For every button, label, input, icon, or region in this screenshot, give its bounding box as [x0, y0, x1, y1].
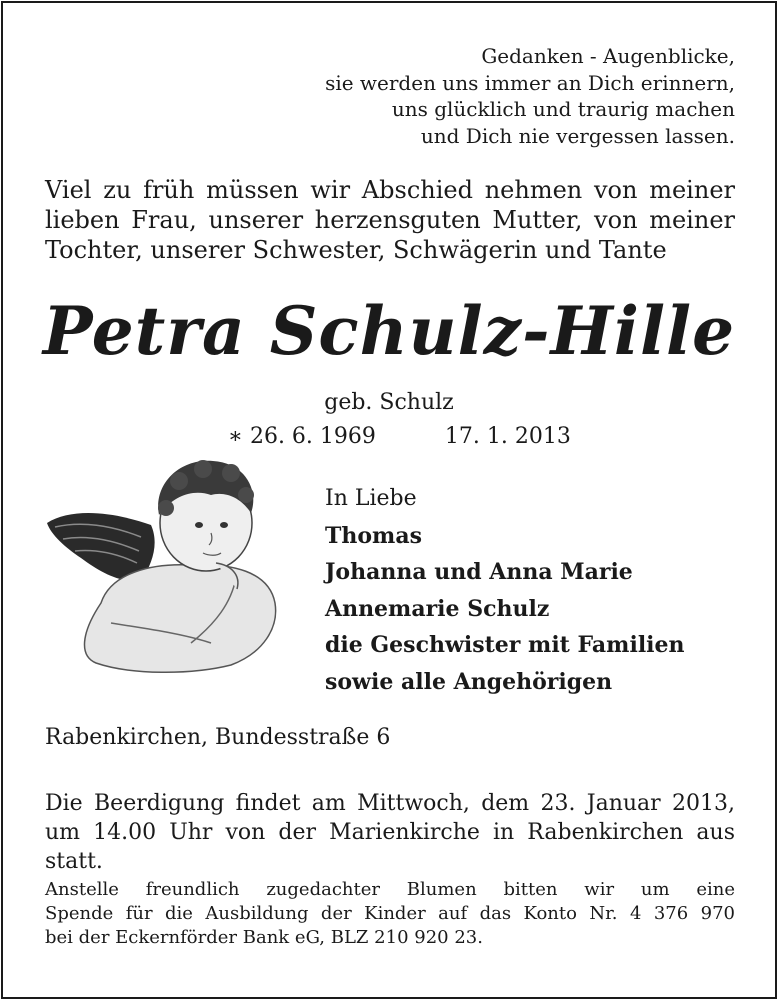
obituary-notice: [1, 1, 777, 999]
life-dates: [228, 423, 571, 451]
intro-line: Tochter, unserer Schwester, Schwägerin und Tante: [45, 236, 667, 264]
funeral-line: Die Beerdigung findet am Mittwoch, dem 23. Januar 2013,: [45, 791, 735, 816]
mourners-intro: In Liebe: [325, 486, 417, 511]
donation-notice: [45, 878, 735, 950]
intro-line: lieben Frau, unserer herzensguten Mutter, von meiner: [45, 206, 735, 234]
intro-line: Viel zu früh müssen wir Abschied nehmen von meiner: [45, 176, 735, 204]
funeral-line: um 14.00 Uhr von der Marienkirche in Rabenkirchen aus: [45, 820, 735, 845]
mourner-name: Annemarie Schulz: [325, 595, 550, 622]
mourner-name: die Geschwister mit Familien: [325, 632, 685, 658]
body-shape: [85, 565, 276, 673]
mourner-name: Thomas: [325, 522, 422, 549]
death-date: 17. 1. 2013: [444, 424, 571, 449]
poem-line: und Dich nie vergessen lassen.: [420, 123, 735, 148]
notice-line: Spende für die Ausbildung der Kinder auf das Konto Nr. 4 376 970: [45, 903, 735, 924]
family-address: Rabenkirchen, Bundesstraße 6: [45, 725, 391, 750]
funeral-line: statt.: [45, 849, 103, 874]
deceased-name: Petra Schulz-Hille: [42, 292, 736, 370]
notice-line: Anstelle freundlich zugedachter Blumen bitten wir um eine: [45, 879, 735, 900]
birth-date: ∗ 26. 6. 1969: [228, 424, 376, 449]
cherub-angel-illustration: [41, 453, 281, 678]
notice-line: bei der Eckernförder Bank eG, BLZ 210 920 23.: [45, 927, 483, 948]
funeral-details: [45, 789, 735, 876]
poem-line: sie werden uns immer an Dich erinnern,: [325, 70, 735, 95]
poem-line: uns glücklich und traurig machen: [391, 97, 735, 121]
mourner-name: Johanna und Anna Marie: [325, 559, 633, 585]
mourner-name: sowie alle Angehörigen: [325, 668, 613, 695]
birth-name: geb. Schulz: [324, 390, 454, 415]
poem-line: Gedanken - Augenblicke,: [481, 44, 735, 68]
announcement-intro: [45, 175, 735, 265]
memorial-poem: [325, 43, 735, 149]
mourners-list: [325, 481, 685, 700]
